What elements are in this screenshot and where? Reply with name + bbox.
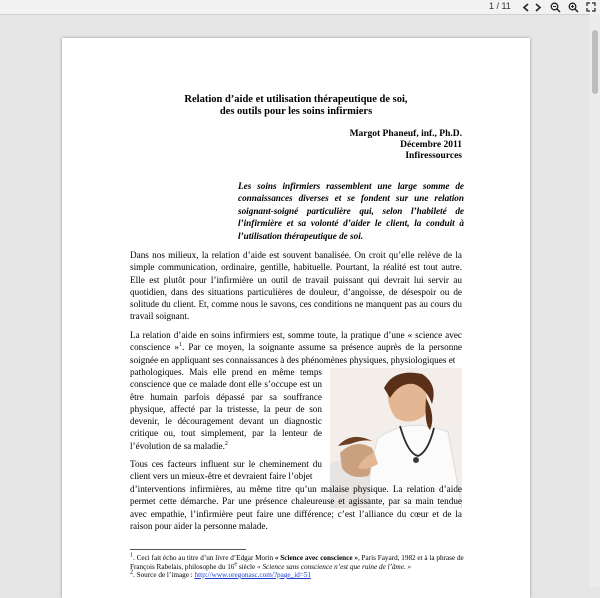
paragraph-2-head — [130, 329, 462, 366]
footnote-ref-1[interactable]: 1 — [178, 342, 182, 349]
footnote-1-century-suffix: e — [234, 561, 238, 568]
scrollbar-track[interactable] — [590, 14, 600, 587]
paragraph-2-text-b: . Par ce moyen, la soignante assume sa présence auprès de la personne soignée en appliquant ses connaissances à des phénomènes physiques, physiologiques et — [130, 342, 462, 365]
doc-title-line1: Relation d’aide et utilisation thérapeutique de soi, — [184, 94, 408, 105]
footnote-1-text-c: , Paris Fayard, 1982 et à la phrase de François Rabelais, philosophe du 16 — [130, 554, 464, 571]
expand-icon[interactable] — [584, 0, 598, 14]
footnote-2-marker: 2 — [130, 569, 133, 576]
paragraph-3-text-b: d’interventions infirmières, au même titre qu’un malaise physique. La relation d’aide permet cette démarche. Par une présence chaleureuse et agissante, par sa main tendue avec empathie, l’infirmière peut faire une différence; c’est l’alliance du cœur et de la raison pour aider la personne malade. — [130, 484, 462, 531]
paragraph-2-text-c: pathologiques. Mais elle prend en même temps conscience que ce malade dont elle s’occupe est un être humain parfois dépassé par sa souffrance physique, affecté par la tristesse, la peur de son devenir, le découragement devant un diagnostic critique ou, tout simplement, par la lenteur de l’évolution de sa maladie. — [130, 367, 322, 451]
arrow-left-glyph — [522, 3, 530, 12]
image-source-link[interactable]: http://www.oregonasc.com/?page_id=51 — [194, 571, 312, 579]
arrow-right-glyph — [534, 3, 542, 12]
doc-author: Margot Phaneuf, inf., Ph.D. — [349, 129, 462, 139]
footnote-separator — [130, 549, 246, 550]
footnote-1-book-title: « Science avec conscience » — [274, 554, 358, 562]
footnote-1-quote: « Science sans conscience n’est que ruine de l’âme. » — [257, 562, 412, 571]
footnote-1-text-d: siècle — [238, 562, 256, 571]
paragraph-3-head — [130, 458, 462, 483]
document-page — [62, 38, 530, 598]
expand-glyph — [586, 2, 596, 12]
doc-org: Infiressources — [405, 151, 462, 161]
footnote-1-text-a: . Ceci fait écho au titre d’un livre d’Edgar Morin — [133, 554, 274, 562]
paragraph-1: Dans nos milieux, la relation d’aide est souvent banalisée. On croit qu’elle relève de la simple communication, ordinaire, gentille, habituelle. Pourtant, la réalité est tout autre. Elle est plutôt pour l’infirmière un outil de travail puissant qui devrait lui servir au quotidien, dans des situations particulières de douleur, d’angoisse, de désespoir ou de solitude du client. Et, comme nous le savons, ces conditions ne manquent pas au cours du travail soignant. — [130, 250, 462, 322]
zoom-in-glyph — [568, 2, 579, 13]
footnote-2 — [130, 571, 464, 580]
doc-epigraph: Les soins infirmiers rassemblent une large somme de connaissances diverses et se fondent sur une relation soignant-soigné particulière qui, selon l’habileté de l’infirmière et sa volonté d’aider le client, la conduit à l’utilisation thérapeutique de soi. — [238, 181, 464, 241]
footnote-ref-2[interactable]: 2 — [224, 440, 228, 447]
doc-title-line2: des outils pour les soins infirmiers — [219, 106, 373, 117]
doc-date: Décembre 2011 — [400, 140, 462, 150]
page-indicator: 1 / 11 — [489, 1, 511, 11]
paragraph-2-text-a: La relation d’aide en soins infirmiers est, somme toute, la pratique d’une « science avec conscience » — [130, 330, 462, 353]
footnote-2-text: . Source de l’image : — [133, 571, 193, 579]
paragraph-3-text-a: Tous ces facteurs influent sur le cheminement du client vers un mieux-être et devraient faire l’objet — [130, 459, 322, 482]
scrollbar-thumb[interactable] — [592, 30, 598, 94]
footnote-1 — [130, 554, 464, 572]
zoom-in-icon[interactable] — [566, 0, 580, 14]
arrow-right-icon[interactable] — [531, 0, 545, 14]
footnote-1-marker: 1 — [130, 552, 133, 559]
zoom-out-glyph — [550, 2, 561, 13]
zoom-out-icon[interactable] — [548, 0, 562, 14]
paragraph-2-wrapped — [130, 366, 322, 452]
viewer-toolbar — [0, 0, 600, 15]
